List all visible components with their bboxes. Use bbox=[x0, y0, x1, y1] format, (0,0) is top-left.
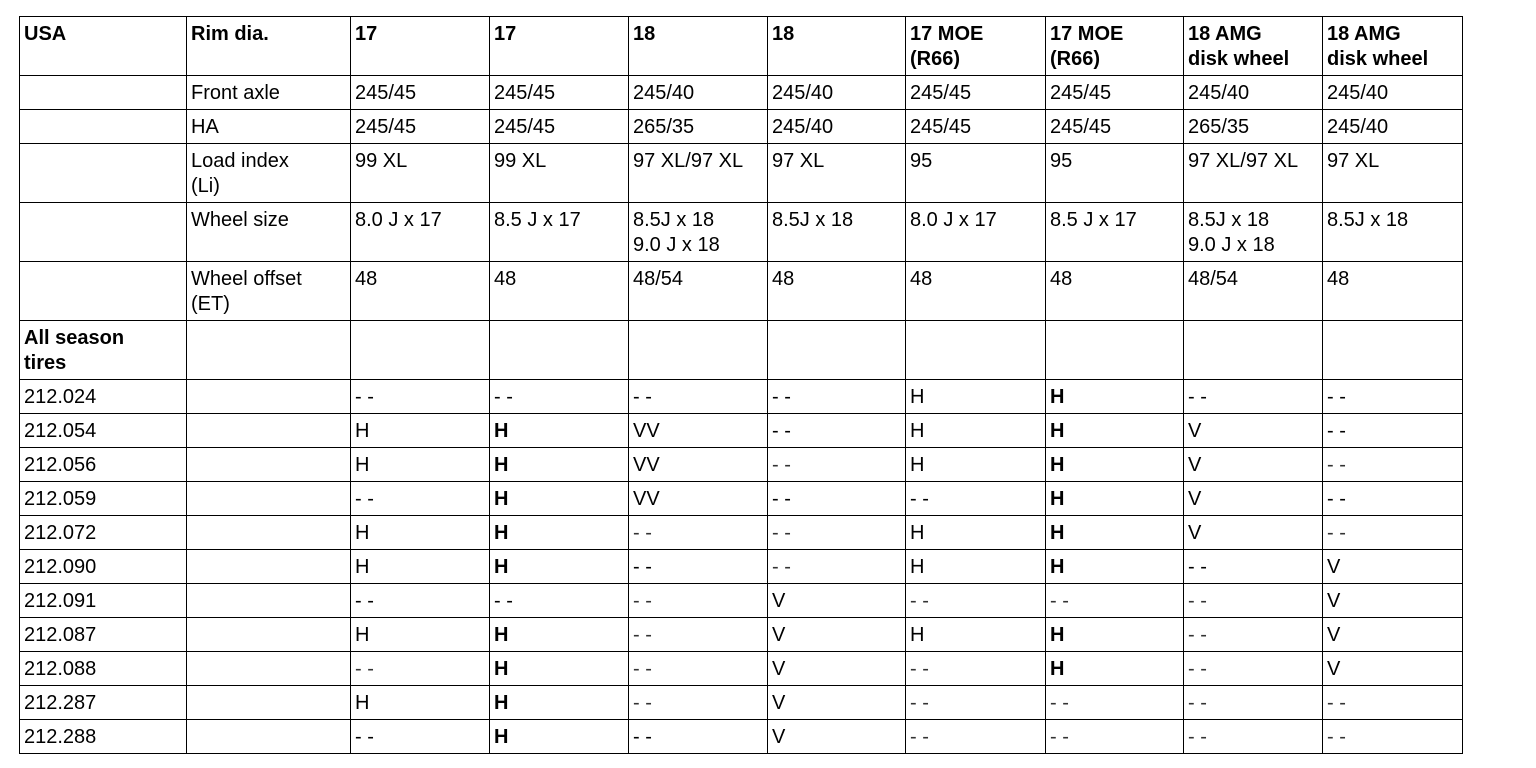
spec-label: Wheel size bbox=[187, 203, 351, 262]
spec-empty-cell bbox=[20, 76, 187, 110]
spec-value: 97 XL/97 XL bbox=[629, 144, 768, 203]
rating-cell: V bbox=[768, 720, 906, 754]
spec-value: 48 bbox=[906, 262, 1046, 321]
rating-cell: - - bbox=[1184, 584, 1323, 618]
rating-cell: H bbox=[351, 618, 490, 652]
spec-row bbox=[20, 262, 1463, 321]
rating-cell: H bbox=[490, 482, 629, 516]
model-code: 212.088 bbox=[20, 652, 187, 686]
rating-cell: - - bbox=[1184, 652, 1323, 686]
rating-cell: H bbox=[1046, 550, 1184, 584]
rating-cell: - - bbox=[1184, 720, 1323, 754]
rating-cell: V bbox=[1323, 584, 1463, 618]
table-row bbox=[20, 652, 1463, 686]
spec-label: Front axle bbox=[187, 76, 351, 110]
rating-cell: H bbox=[490, 652, 629, 686]
column-header: 17 MOE (R66) bbox=[1046, 17, 1184, 76]
column-header: 17 MOE (R66) bbox=[906, 17, 1046, 76]
table-row bbox=[20, 448, 1463, 482]
column-header: 18 AMG disk wheel bbox=[1323, 17, 1463, 76]
rating-cell: VV bbox=[629, 482, 768, 516]
rating-cell: VV bbox=[629, 448, 768, 482]
rating-cell: - - bbox=[906, 482, 1046, 516]
spec-value: 245/40 bbox=[768, 110, 906, 144]
spec-value: 48 bbox=[490, 262, 629, 321]
rating-cell: H bbox=[490, 414, 629, 448]
region-header: USA bbox=[20, 17, 187, 76]
spec-value: 265/35 bbox=[629, 110, 768, 144]
tire-spec-table bbox=[19, 16, 1463, 754]
table-row bbox=[20, 482, 1463, 516]
rating-cell: - - bbox=[351, 652, 490, 686]
empty-cell bbox=[187, 652, 351, 686]
rating-cell: H bbox=[1046, 618, 1184, 652]
rating-cell: - - bbox=[1323, 720, 1463, 754]
rating-cell: V bbox=[1323, 618, 1463, 652]
rating-cell: - - bbox=[629, 516, 768, 550]
rating-cell: - - bbox=[768, 380, 906, 414]
rating-cell: H bbox=[490, 448, 629, 482]
empty-cell bbox=[187, 550, 351, 584]
spec-value: 48 bbox=[1323, 262, 1463, 321]
rim-dia-header: Rim dia. bbox=[187, 17, 351, 76]
model-code: 212.087 bbox=[20, 618, 187, 652]
rating-cell: - - bbox=[1046, 686, 1184, 720]
spec-value: 245/45 bbox=[906, 110, 1046, 144]
rating-cell: V bbox=[1323, 652, 1463, 686]
rating-cell: - - bbox=[1323, 686, 1463, 720]
rating-cell: H bbox=[1046, 414, 1184, 448]
model-code: 212.288 bbox=[20, 720, 187, 754]
rating-cell: - - bbox=[629, 652, 768, 686]
section-row bbox=[20, 321, 1463, 380]
spec-value: 48/54 bbox=[629, 262, 768, 321]
column-header: 18 bbox=[629, 17, 768, 76]
spec-value: 99 XL bbox=[351, 144, 490, 203]
spec-value: 8.5 J x 17 bbox=[1046, 203, 1184, 262]
empty-cell bbox=[187, 618, 351, 652]
spec-value: 245/40 bbox=[1323, 76, 1463, 110]
rating-cell: H bbox=[906, 550, 1046, 584]
rating-cell: H bbox=[351, 686, 490, 720]
rating-cell: - - bbox=[1184, 686, 1323, 720]
spec-value: 48 bbox=[351, 262, 490, 321]
section-empty-cell bbox=[187, 321, 351, 380]
rating-cell: - - bbox=[906, 686, 1046, 720]
rating-cell: V bbox=[1323, 550, 1463, 584]
spec-value: 97 XL/97 XL bbox=[1184, 144, 1323, 203]
spec-empty-cell bbox=[20, 203, 187, 262]
table-row bbox=[20, 414, 1463, 448]
spec-value: 245/45 bbox=[1046, 110, 1184, 144]
spec-value: 97 XL bbox=[768, 144, 906, 203]
rating-cell: H bbox=[351, 550, 490, 584]
rating-cell: - - bbox=[351, 584, 490, 618]
rating-cell: - - bbox=[768, 516, 906, 550]
rating-cell: - - bbox=[768, 482, 906, 516]
rating-cell: - - bbox=[1046, 720, 1184, 754]
rating-cell: H bbox=[1046, 380, 1184, 414]
rating-cell: - - bbox=[906, 584, 1046, 618]
rating-cell: H bbox=[490, 516, 629, 550]
rating-cell: - - bbox=[1323, 448, 1463, 482]
spec-value: 8.5J x 18 9.0 J x 18 bbox=[629, 203, 768, 262]
rating-cell: H bbox=[906, 618, 1046, 652]
rating-cell: V bbox=[1184, 414, 1323, 448]
section-empty-cell bbox=[490, 321, 629, 380]
rating-cell: - - bbox=[1184, 380, 1323, 414]
spec-value: 245/40 bbox=[1184, 76, 1323, 110]
rating-cell: - - bbox=[906, 720, 1046, 754]
spec-value: 245/40 bbox=[629, 76, 768, 110]
rating-cell: H bbox=[1046, 516, 1184, 550]
spec-value: 8.0 J x 17 bbox=[351, 203, 490, 262]
rating-cell: H bbox=[490, 720, 629, 754]
rating-cell: VV bbox=[629, 414, 768, 448]
rating-cell: - - bbox=[629, 550, 768, 584]
empty-cell bbox=[187, 720, 351, 754]
column-header: 17 bbox=[490, 17, 629, 76]
spec-label: Wheel offset (ET) bbox=[187, 262, 351, 321]
rating-cell: - - bbox=[629, 720, 768, 754]
rating-cell: V bbox=[1184, 516, 1323, 550]
rating-cell: H bbox=[490, 618, 629, 652]
rating-cell: V bbox=[768, 618, 906, 652]
spec-value: 8.5J x 18 bbox=[768, 203, 906, 262]
rating-cell: - - bbox=[629, 686, 768, 720]
section-empty-cell bbox=[768, 321, 906, 380]
model-code: 212.072 bbox=[20, 516, 187, 550]
rating-cell: - - bbox=[1323, 380, 1463, 414]
empty-cell bbox=[187, 516, 351, 550]
table-body bbox=[20, 17, 1463, 754]
rating-cell: - - bbox=[768, 448, 906, 482]
spec-value: 8.5J x 18 bbox=[1323, 203, 1463, 262]
rating-cell: - - bbox=[768, 414, 906, 448]
spec-value: 97 XL bbox=[1323, 144, 1463, 203]
rating-cell: - - bbox=[351, 482, 490, 516]
rating-cell: H bbox=[490, 686, 629, 720]
section-empty-cell bbox=[906, 321, 1046, 380]
spec-value: 8.5J x 18 9.0 J x 18 bbox=[1184, 203, 1323, 262]
rating-cell: - - bbox=[1323, 414, 1463, 448]
spec-value: 245/40 bbox=[1323, 110, 1463, 144]
empty-cell bbox=[187, 686, 351, 720]
rating-cell: - - bbox=[1184, 618, 1323, 652]
empty-cell bbox=[187, 482, 351, 516]
column-header: 18 AMG disk wheel bbox=[1184, 17, 1323, 76]
spec-value: 245/45 bbox=[906, 76, 1046, 110]
model-code: 212.054 bbox=[20, 414, 187, 448]
column-header: 17 bbox=[351, 17, 490, 76]
header-row bbox=[20, 17, 1463, 76]
spec-value: 99 XL bbox=[490, 144, 629, 203]
spec-empty-cell bbox=[20, 110, 187, 144]
table-row bbox=[20, 618, 1463, 652]
rating-cell: - - bbox=[1046, 584, 1184, 618]
section-empty-cell bbox=[1184, 321, 1323, 380]
table-row bbox=[20, 550, 1463, 584]
section-empty-cell bbox=[1046, 321, 1184, 380]
model-code: 212.056 bbox=[20, 448, 187, 482]
empty-cell bbox=[187, 448, 351, 482]
rating-cell: H bbox=[490, 550, 629, 584]
rating-cell: H bbox=[906, 414, 1046, 448]
model-code: 212.090 bbox=[20, 550, 187, 584]
rating-cell: H bbox=[906, 380, 1046, 414]
spec-row bbox=[20, 110, 1463, 144]
model-code: 212.091 bbox=[20, 584, 187, 618]
rating-cell: H bbox=[906, 516, 1046, 550]
spec-value: 48 bbox=[768, 262, 906, 321]
spec-value: 245/40 bbox=[768, 76, 906, 110]
rating-cell: - - bbox=[490, 584, 629, 618]
table-row bbox=[20, 516, 1463, 550]
rating-cell: H bbox=[1046, 448, 1184, 482]
rating-cell: - - bbox=[490, 380, 629, 414]
spec-value: 245/45 bbox=[351, 76, 490, 110]
rating-cell: V bbox=[1184, 482, 1323, 516]
rating-cell: - - bbox=[629, 584, 768, 618]
rating-cell: V bbox=[768, 584, 906, 618]
spec-empty-cell bbox=[20, 144, 187, 203]
section-empty-cell bbox=[1323, 321, 1463, 380]
rating-cell: - - bbox=[1323, 516, 1463, 550]
section-empty-cell bbox=[629, 321, 768, 380]
rating-cell: - - bbox=[1323, 482, 1463, 516]
rating-cell: - - bbox=[1184, 550, 1323, 584]
spec-value: 245/45 bbox=[490, 110, 629, 144]
spec-value: 245/45 bbox=[490, 76, 629, 110]
rating-cell: H bbox=[351, 516, 490, 550]
empty-cell bbox=[187, 414, 351, 448]
rating-cell: - - bbox=[351, 720, 490, 754]
spec-label: Load index (Li) bbox=[187, 144, 351, 203]
spec-value: 245/45 bbox=[351, 110, 490, 144]
spec-value: 48 bbox=[1046, 262, 1184, 321]
spec-label: HA bbox=[187, 110, 351, 144]
empty-cell bbox=[187, 584, 351, 618]
spec-value: 95 bbox=[906, 144, 1046, 203]
model-code: 212.059 bbox=[20, 482, 187, 516]
spec-row bbox=[20, 203, 1463, 262]
spec-value: 48/54 bbox=[1184, 262, 1323, 321]
table-row bbox=[20, 380, 1463, 414]
model-code: 212.287 bbox=[20, 686, 187, 720]
empty-cell bbox=[187, 380, 351, 414]
table-row bbox=[20, 720, 1463, 754]
section-label: All season tires bbox=[20, 321, 187, 380]
spec-value: 8.5 J x 17 bbox=[490, 203, 629, 262]
spec-empty-cell bbox=[20, 262, 187, 321]
rating-cell: - - bbox=[629, 618, 768, 652]
rating-cell: - - bbox=[906, 652, 1046, 686]
spec-row bbox=[20, 144, 1463, 203]
spec-value: 265/35 bbox=[1184, 110, 1323, 144]
spec-value: 245/45 bbox=[1046, 76, 1184, 110]
spec-value: 8.0 J x 17 bbox=[906, 203, 1046, 262]
rating-cell: - - bbox=[629, 380, 768, 414]
section-empty-cell bbox=[351, 321, 490, 380]
table-row bbox=[20, 584, 1463, 618]
rating-cell: H bbox=[351, 448, 490, 482]
rating-cell: - - bbox=[768, 550, 906, 584]
rating-cell: H bbox=[906, 448, 1046, 482]
rating-cell: V bbox=[1184, 448, 1323, 482]
rating-cell: H bbox=[1046, 482, 1184, 516]
table-row bbox=[20, 686, 1463, 720]
rating-cell: V bbox=[768, 652, 906, 686]
rating-cell: - - bbox=[351, 380, 490, 414]
rating-cell: H bbox=[1046, 652, 1184, 686]
rating-cell: V bbox=[768, 686, 906, 720]
column-header: 18 bbox=[768, 17, 906, 76]
spec-value: 95 bbox=[1046, 144, 1184, 203]
spec-row bbox=[20, 76, 1463, 110]
model-code: 212.024 bbox=[20, 380, 187, 414]
rating-cell: H bbox=[351, 414, 490, 448]
